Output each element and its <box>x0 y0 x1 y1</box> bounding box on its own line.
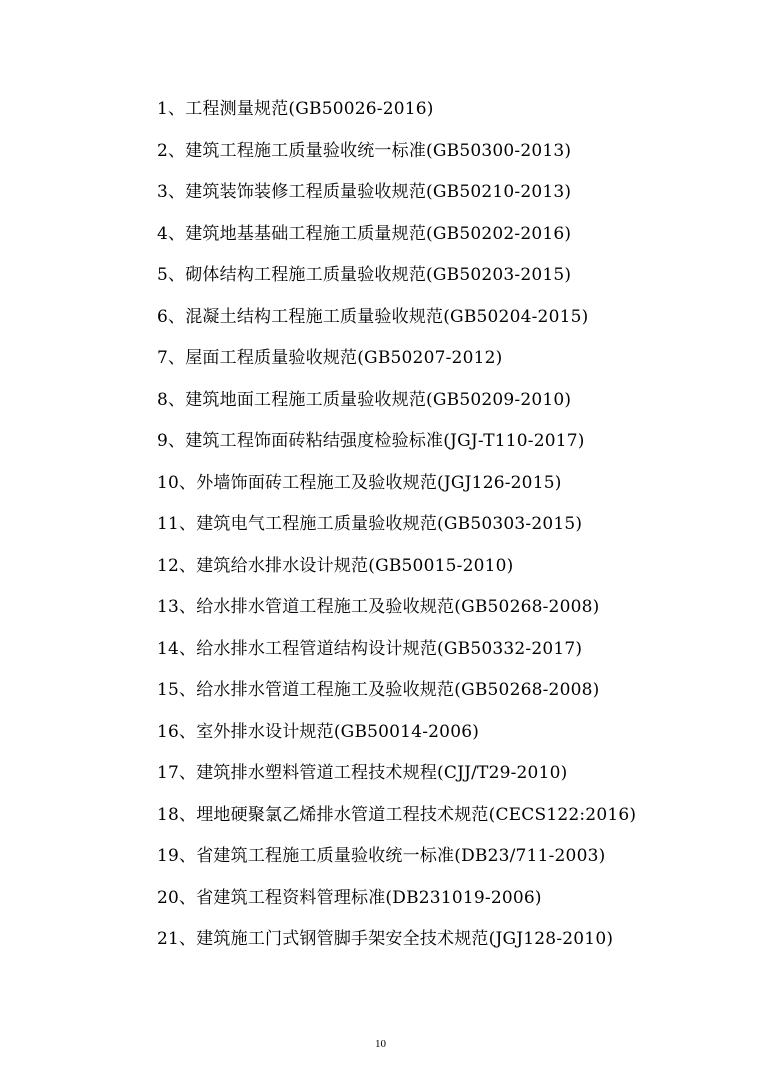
list-item <box>157 302 737 344</box>
item-text: 建筑给水排水设计规范(GB50015-2010) <box>196 555 514 576</box>
item-number: 4、 <box>157 223 186 244</box>
item-text: 给水排水工程管道结构设计规范(GB50332-2017) <box>196 638 583 659</box>
list-item <box>157 634 737 676</box>
item-text: 建筑装饰装修工程质量验收规范(GB50210-2013) <box>185 182 572 202</box>
list-item <box>157 551 737 593</box>
list-item <box>157 468 737 510</box>
item-text: 室外排水设计规范(GB50014-2006) <box>196 721 480 742</box>
item-number: 1、 <box>157 99 186 119</box>
list-item <box>157 177 737 219</box>
item-text: 建筑排水塑料管道工程技术规程(CJJ/T29-2010) <box>196 763 568 783</box>
item-number: 9、 <box>157 431 186 451</box>
list-item <box>157 426 737 468</box>
item-text: 工程测量规范(GB50026-2016) <box>185 99 434 119</box>
item-text: 建筑工程施工质量验收统一标准(GB50300-2013) <box>185 140 572 161</box>
item-text: 建筑地基基础工程施工质量规范(GB50202-2016) <box>185 223 572 244</box>
item-text: 建筑施工门式钢管脚手架安全技术规范(JGJ128-2010) <box>196 929 614 949</box>
list-item <box>157 758 737 800</box>
item-text: 给水排水管道工程施工及验收规范(GB50268-2008) <box>196 680 600 700</box>
list-item <box>157 675 737 717</box>
item-text: 省建筑工程资料管理标准(DB231019-2006) <box>196 887 542 908</box>
list-item <box>157 800 737 842</box>
standards-list <box>157 94 737 966</box>
list-item <box>157 509 737 551</box>
item-text: 埋地硬聚氯乙烯排水管道工程技术规范(CECS122:2016) <box>196 804 637 825</box>
list-item <box>157 883 737 925</box>
item-text: 混凝土结构工程施工质量验收规范(GB50204-2015) <box>185 306 589 327</box>
item-text: 建筑电气工程施工质量验收规范(GB50303-2015) <box>196 514 583 534</box>
item-number: 6、 <box>157 306 186 327</box>
list-item <box>157 260 737 302</box>
item-text: 砌体结构工程施工质量验收规范(GB50203-2015) <box>185 265 572 285</box>
list-item <box>157 94 737 136</box>
list-item <box>157 841 737 883</box>
item-number: 12、 <box>157 555 197 576</box>
item-number: 10、 <box>157 472 197 493</box>
item-number: 5、 <box>157 265 186 285</box>
list-item <box>157 385 737 427</box>
item-text: 给水排水管道工程施工及验收规范(GB50268-2008) <box>196 597 600 617</box>
list-item <box>157 343 737 385</box>
item-number: 19、 <box>157 846 197 866</box>
item-number: 20、 <box>157 887 197 908</box>
page-number: 10 <box>375 1038 386 1050</box>
list-item <box>157 924 737 966</box>
list-item <box>157 592 737 634</box>
item-number: 14、 <box>157 638 197 659</box>
item-number: 3、 <box>157 182 186 202</box>
list-item <box>157 136 737 178</box>
item-number: 11、 <box>157 514 197 534</box>
item-number: 7、 <box>157 348 186 368</box>
item-text: 建筑工程饰面砖粘结强度检验标准(JGJ-T110-2017) <box>185 431 585 451</box>
list-item <box>157 219 737 261</box>
item-text: 外墙饰面砖工程施工及验收规范(JGJ126-2015) <box>196 472 562 493</box>
item-number: 2、 <box>157 140 186 161</box>
item-number: 17、 <box>157 763 197 783</box>
item-number: 21、 <box>157 929 197 949</box>
item-number: 15、 <box>157 680 197 700</box>
list-item <box>157 717 737 759</box>
item-number: 13、 <box>157 597 197 617</box>
item-number: 18、 <box>157 804 197 825</box>
item-number: 8、 <box>157 389 186 410</box>
item-text: 建筑地面工程施工质量验收规范(GB50209-2010) <box>185 389 572 410</box>
item-number: 16、 <box>157 721 197 742</box>
item-text: 省建筑工程施工质量验收统一标准(DB23/711-2003) <box>196 846 606 866</box>
item-text: 屋面工程质量验收规范(GB50207-2012) <box>185 348 503 368</box>
